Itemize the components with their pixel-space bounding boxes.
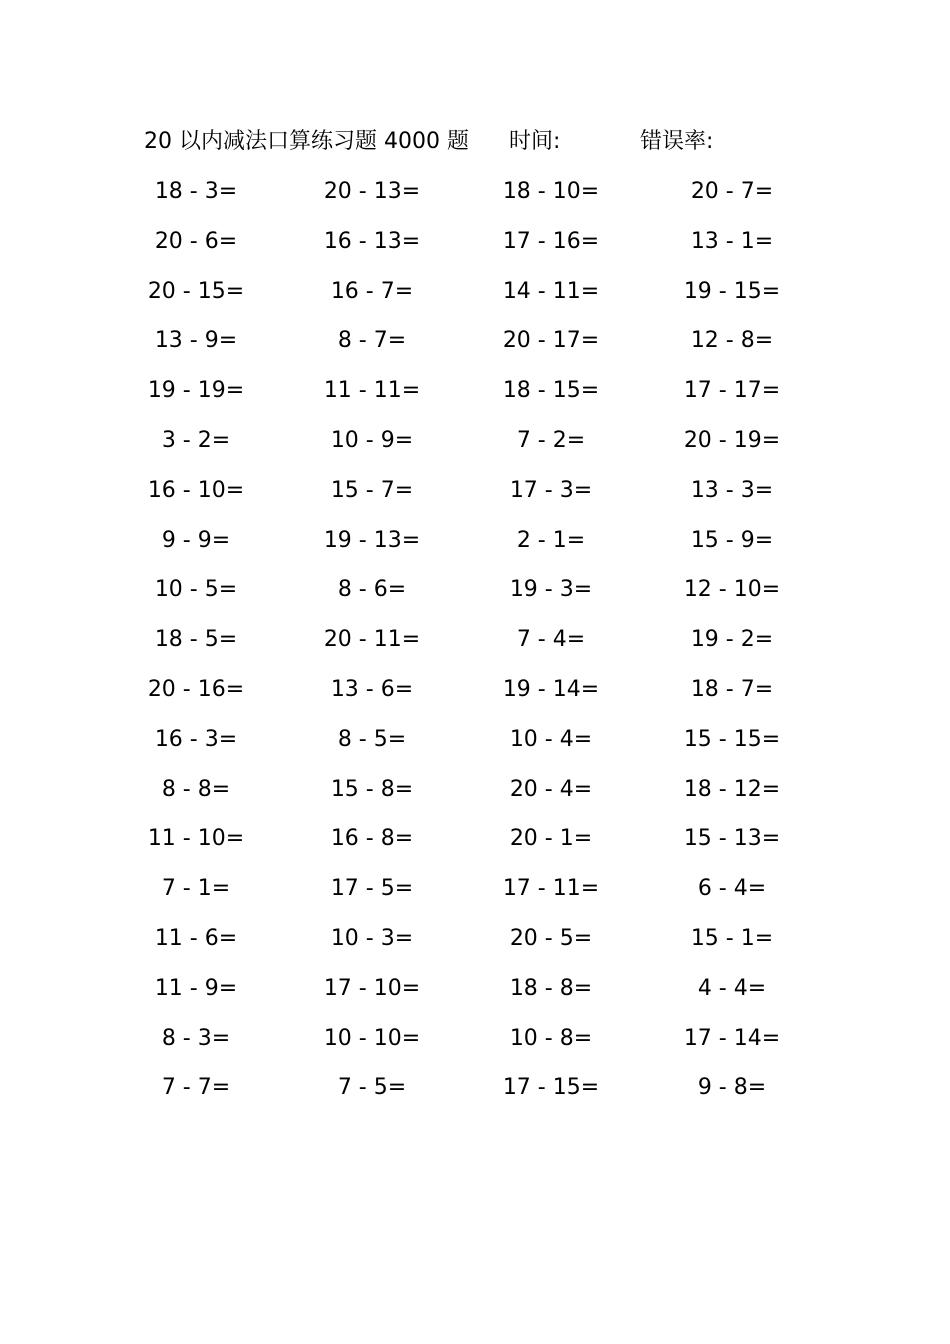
problem-item: 20 - 16=: [147, 676, 245, 702]
problem-item: 16 - 13=: [323, 228, 421, 254]
problem-row: [0, 819, 950, 869]
problem-item: 17 - 3=: [509, 477, 593, 503]
problem-item: 15 - 8=: [330, 776, 414, 802]
problem-item: 20 - 6=: [154, 228, 238, 254]
problem-item: 15 - 13=: [683, 826, 781, 852]
problem-item: 16 - 7=: [330, 278, 414, 304]
problem-item: 7 - 4=: [516, 627, 586, 653]
problem-item: 4 - 4=: [697, 975, 767, 1001]
problem-item: 17 - 14=: [683, 1025, 781, 1051]
problem-item: 6 - 4=: [697, 876, 767, 902]
problem-item: 11 - 11=: [323, 378, 421, 404]
problem-row: [0, 720, 950, 770]
problem-row: [0, 770, 950, 820]
problem-row: [0, 570, 950, 620]
problem-row: [0, 620, 950, 670]
problem-item: 18 - 3=: [154, 179, 238, 204]
problem-item: 16 - 8=: [330, 826, 414, 852]
problem-item: 7 - 5=: [337, 1075, 407, 1101]
problem-item: 15 - 7=: [330, 477, 414, 503]
problem-item: 18 - 10=: [502, 179, 600, 204]
problem-item: 7 - 1=: [161, 876, 231, 902]
problem-item: 10 - 10=: [323, 1025, 421, 1051]
problem-item: 17 - 10=: [323, 975, 421, 1001]
problem-item: 12 - 8=: [690, 328, 774, 354]
problem-item: 18 - 12=: [683, 776, 781, 802]
problem-row: [0, 321, 950, 371]
problem-item: 15 - 15=: [683, 726, 781, 752]
problem-item: 18 - 5=: [154, 627, 238, 653]
problem-item: 13 - 6=: [330, 676, 414, 702]
problem-item: 13 - 1=: [690, 228, 774, 254]
problem-item: 13 - 3=: [690, 477, 774, 503]
time-label: 时间:: [509, 129, 561, 154]
problem-row: [0, 521, 950, 571]
problem-item: 12 - 10=: [683, 577, 781, 603]
problem-row: [0, 919, 950, 969]
problem-item: 13 - 9=: [154, 328, 238, 354]
problem-row: [0, 222, 950, 272]
problem-item: 19 - 19=: [147, 378, 245, 404]
problem-item: 16 - 10=: [147, 477, 245, 503]
problem-item: 18 - 7=: [690, 676, 774, 702]
problem-item: 18 - 8=: [509, 975, 593, 1001]
problem-row: [0, 421, 950, 471]
problem-item: 19 - 15=: [683, 278, 781, 304]
problem-item: 10 - 9=: [330, 427, 414, 453]
problem-row: [0, 869, 950, 919]
problem-item: 15 - 9=: [690, 527, 774, 553]
problem-item: 19 - 13=: [323, 527, 421, 553]
problem-item: 8 - 5=: [337, 726, 407, 752]
problem-item: 19 - 14=: [502, 676, 600, 702]
error-rate-label: 错误率:: [640, 129, 714, 154]
problem-item: 10 - 3=: [330, 925, 414, 951]
problem-item: 17 - 16=: [502, 228, 600, 254]
problem-item: 7 - 2=: [516, 427, 586, 453]
problem-item: 11 - 10=: [147, 826, 245, 852]
problem-row: [0, 172, 950, 222]
problem-item: 9 - 9=: [161, 527, 231, 553]
problem-item: 17 - 11=: [502, 876, 600, 902]
problem-item: 10 - 8=: [509, 1025, 593, 1051]
problem-item: 9 - 8=: [697, 1075, 767, 1101]
problem-item: 14 - 11=: [502, 278, 600, 304]
problem-item: 7 - 7=: [161, 1075, 231, 1101]
problem-item: 19 - 2=: [690, 627, 774, 653]
problem-item: 8 - 7=: [337, 328, 407, 354]
problem-item: 15 - 1=: [690, 925, 774, 951]
problem-item: 17 - 15=: [502, 1075, 600, 1101]
problem-row: [0, 1068, 950, 1118]
problem-row: [0, 969, 950, 1019]
problem-item: 8 - 8=: [161, 776, 231, 802]
problem-item: 20 - 19=: [683, 427, 781, 453]
problem-item: 20 - 1=: [509, 826, 593, 852]
problem-item: 10 - 5=: [154, 577, 238, 603]
problem-item: 20 - 4=: [509, 776, 593, 802]
problem-item: 20 - 11=: [323, 627, 421, 653]
problem-item: 20 - 17=: [502, 328, 600, 354]
problem-item: 10 - 4=: [509, 726, 593, 752]
problem-item: 3 - 2=: [161, 427, 231, 453]
problem-row: [0, 1019, 950, 1069]
problem-row: [0, 471, 950, 521]
problem-row: [0, 272, 950, 322]
problem-item: 8 - 3=: [161, 1025, 231, 1051]
problem-item: 8 - 6=: [337, 577, 407, 603]
problem-item: 20 - 15=: [147, 278, 245, 304]
problem-item: 16 - 3=: [154, 726, 238, 752]
problem-row: [0, 670, 950, 720]
problem-row: [0, 371, 950, 421]
problem-item: 19 - 3=: [509, 577, 593, 603]
problem-item: 17 - 17=: [683, 378, 781, 404]
problem-item: 2 - 1=: [516, 527, 586, 553]
worksheet-header: [0, 124, 950, 160]
problem-item: 18 - 15=: [502, 378, 600, 404]
problem-item: 20 - 13=: [323, 179, 421, 204]
problem-item: 17 - 5=: [330, 876, 414, 902]
problem-item: 20 - 5=: [509, 925, 593, 951]
problem-item: 11 - 9=: [154, 975, 238, 1001]
problem-grid: [0, 172, 950, 1118]
problem-item: 20 - 7=: [690, 179, 774, 204]
problem-item: 11 - 6=: [154, 925, 238, 951]
worksheet-title: 20 以内减法口算练习题 4000 题: [144, 129, 469, 154]
